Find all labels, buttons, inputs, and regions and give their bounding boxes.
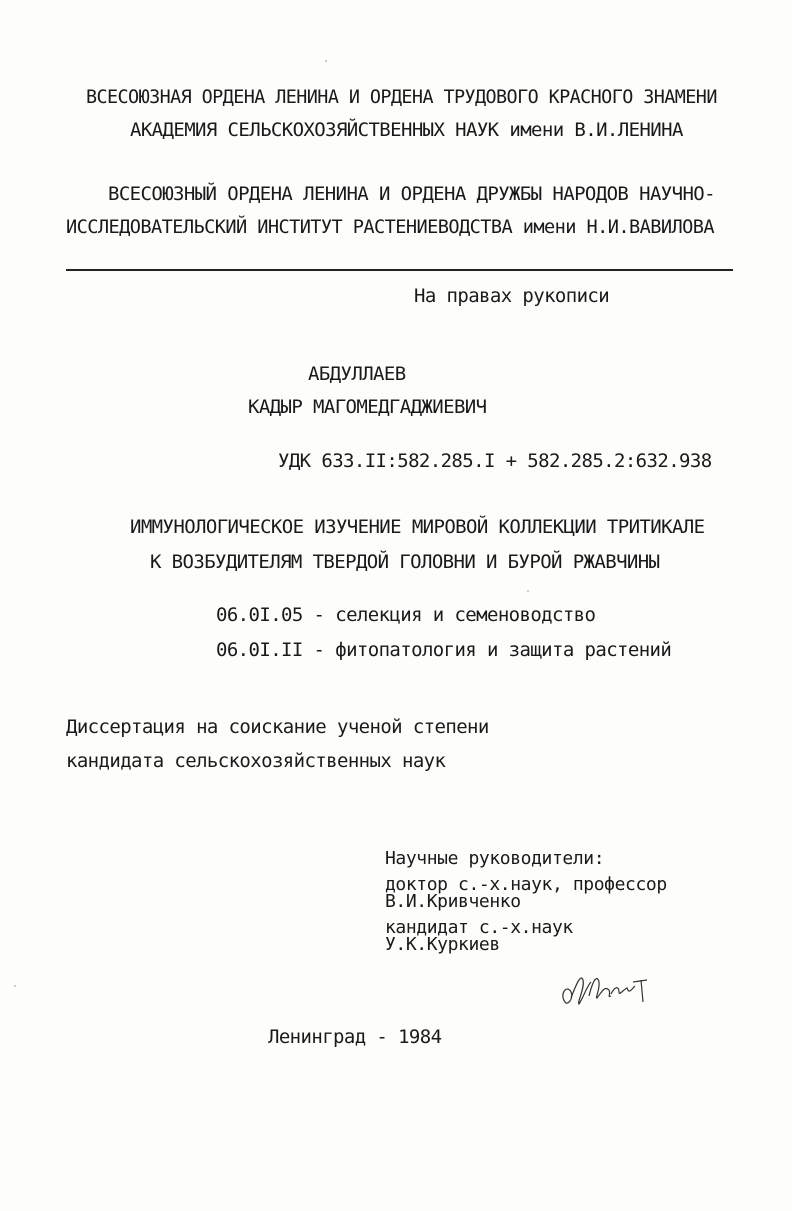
institute-line-2: ИССЛЕДОВАТЕЛЬСКИЙ ИНСТИТУТ РАСТЕНИЕВОДСТВА имени Н.И.ВАВИЛОВА [66,216,714,238]
scan-speck [14,985,16,987]
author-given-names: КАДЫР МАГОМЕДГАДЖИЕВИЧ [248,396,487,418]
footer-place-year: Ленинград - 1984 [268,1026,442,1048]
advisor-2-title: кандидат с.-х.наук [385,917,573,938]
handwritten-signature [557,968,653,1016]
scan-speck [325,60,327,62]
scan-speck [527,590,529,592]
udc-code: УДК 633.II:582.285.I + 582.285.2:632.938 [278,450,712,472]
advisor-1-title: доктор с.-х.наук, профессор [385,874,667,895]
advisor-2-name: У.К.Куркиев [385,934,500,955]
manuscript-note: На правах рукописи [414,285,610,307]
title-line-2: К ВОЗБУДИТЕЛЯМ ТВЕРДОЙ ГОЛОВНИ И БУРОЙ РЖАВЧИНЫ [150,551,660,573]
specialty-2: 06.0I.II - фитопатология и защита растений [216,639,672,661]
academy-line-1: ВСЕСОЮЗНАЯ ОРДЕНА ЛЕНИНА И ОРДЕНА ТРУДОВОГО КРАСНОГО ЗНАМЕНИ [86,86,717,108]
header-rule [66,269,733,271]
academy-line-2: АКАДЕМИЯ СЕЛЬСКОХОЗЯЙСТВЕННЫХ НАУК имени В.И.ЛЕНИНА [130,119,683,141]
advisor-1-name: В.И.Кривченко [385,891,521,912]
author-surname: АБДУЛЛАЕВ [308,363,406,385]
dissertation-line-1: Диссертация на соискание ученой степени [66,716,489,738]
advisors-heading: Научные руководители: [385,848,605,869]
title-line-1: ИММУНОЛОГИЧЕСКОЕ ИЗУЧЕНИЕ МИРОВОЙ КОЛЛЕКЦИИ ТРИТИКАЛЕ [130,516,705,538]
specialty-1: 06.0I.05 - селекция и семеноводство [216,604,596,626]
institute-line-1: ВСЕСОЮЗНЫЙ ОРДЕНА ЛЕНИНА И ОРДЕНА ДРУЖБЫ НАРОДОВ НАУЧНО- [108,183,715,205]
dissertation-line-2: кандидата сельскохозяйственных наук [66,750,446,772]
